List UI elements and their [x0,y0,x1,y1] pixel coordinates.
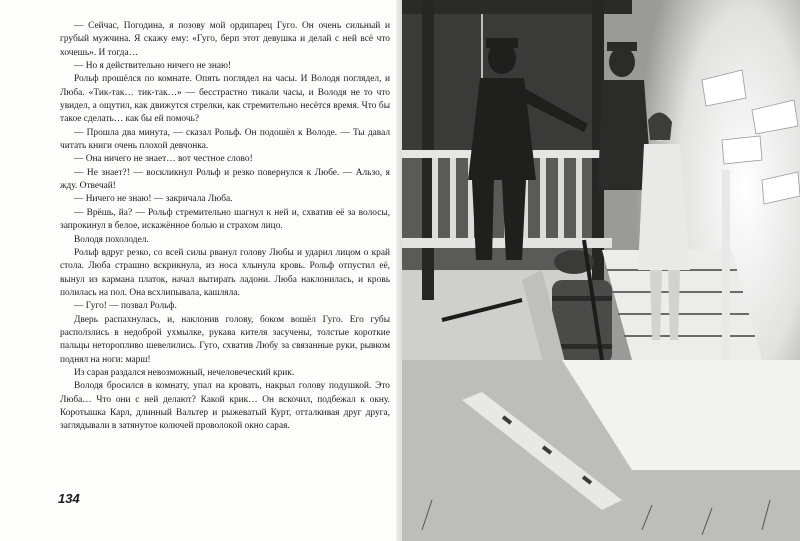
stair-rail [722,170,730,360]
page-text [60,20,390,434]
page-number: 134 [58,491,80,506]
paragraph: — Сейчас, Погодина, я позову мой ордипарец Гуго. Он очень сильный и грубый мужчина. Я скажу ему: «Гуго, берп этот девушка и делай с ней всё что хочешь». И тогда… [60,21,390,58]
paragraph: — Врёшь, йа? — Рольф стремительно шагнул к ней и, схватив её за волосы, запрокинул в белое, искажённое болью и страхом лицо. [60,207,390,232]
paragraph: Из сарая раздался невозможный, нечеловеческий крик. [74,367,295,378]
paragraph: — Ничего не знаю! — закричала Люба. [74,194,233,205]
illustration [402,0,800,541]
paragraph: — Но я действительно ничего не знаю! [74,61,232,72]
paragraph: — Не знает?! — воскликнул Рольф и резко повернулся к Любе. — Альзо, я жду. Отвечай! [60,167,390,192]
paragraph: Дверь распахнулась, и, наклонив голову, боком вошёл Гуго. Его губы расползлись в недоброй ухмылке, рукава кителя засучены, толстые короткие пальцы неторопливо шевелились. Гуго, схватив Любу за связанные руки, рывком поднял на ноги: марш! [60,314,390,365]
paragraph: Володя похолодел. [74,234,149,245]
paragraph: — Она ничего не знает… вот честное слово! [74,154,253,165]
paragraph: Володя бросился в комнату, упал на кровать, накрыл голову подушкой. Это Люба… Что они с ней делают? Какой крик… Он вскочил, подбежал к окну. Коротышка Карл, длинный Вальтер и рыжеватый Курт, отталкивая друг друга, заглядывали в затянутое колючей проволокой окно сарая. [60,381,390,432]
paragraph: — Гуго! — позвал Рольф. [74,301,177,312]
right-page [402,0,800,541]
paragraph: Рольф прошёлся по комнате. Опять поглядел на часы. И Володя поглядел, и Люба. «Тик-так… тик-так…» — бесстрастно тикали часы, и Володя не то что увидел, а ощутил, как движутся стрелки, как стремительно несётся время. Что бы такое сделать… как бы ей помочь? [60,74,390,125]
paragraph: — Прошла два минута, — сказал Рольф. Он подошёл к Володе. — Ты давал читать книги очень плохой девчонка. [60,127,390,152]
paragraph: Рольф вдруг резко, со всей силы рванул голову Любы и ударил лицом о край стола. Люба страшно вскрикнула, из носа хлынула кровь. Рольф отпустил её, вынул из кармана платок, начал вытирать ладони. Люба наклонилась, и кровь полилась на пол. Она всхлипывала, кашляла. [60,247,390,298]
